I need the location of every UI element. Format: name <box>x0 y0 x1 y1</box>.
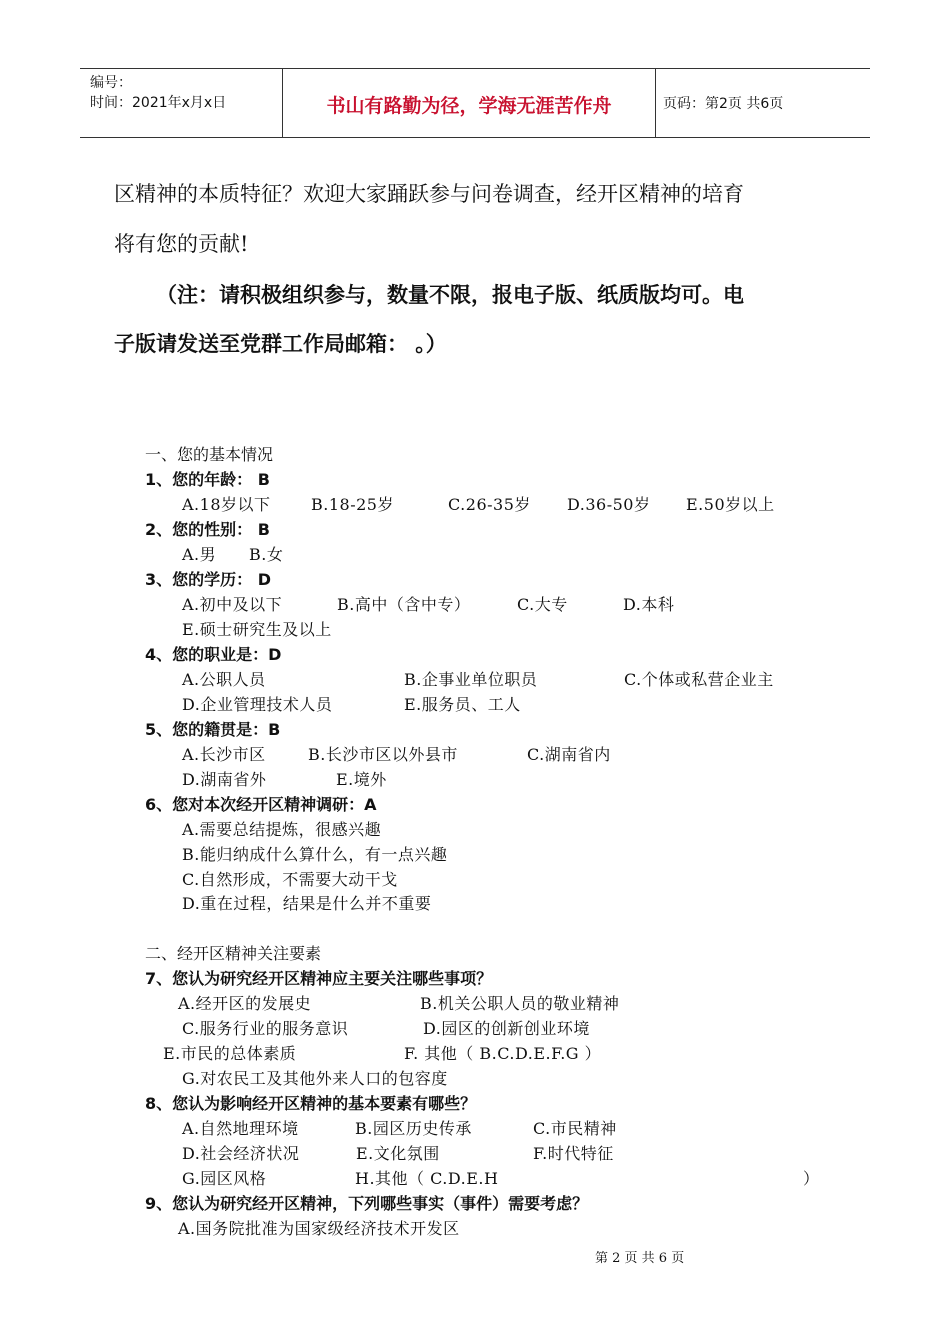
option-3c: C.大专 <box>517 595 568 614</box>
option-4c: C.个体或私营企业主 <box>624 670 774 689</box>
option-1a: A.18岁以下 <box>182 495 271 514</box>
option-3a: A.初中及以下 <box>182 595 283 614</box>
option-8d: D.社会经济状况 <box>182 1144 300 1163</box>
option-4a: A.公职人员 <box>182 670 266 689</box>
question-1: 1、您的年龄： B <box>145 470 270 489</box>
option-9a: A.国务院批准为国家级经济技术开发区 <box>178 1219 460 1238</box>
number-label: 编号： <box>90 75 132 91</box>
page-header <box>80 68 870 138</box>
option-8a: A.自然地理环境 <box>182 1119 299 1138</box>
time-label: 时间：2021年x月x日 <box>90 95 227 111</box>
section-title-2: 二、经开区精神关注要素 <box>145 944 322 963</box>
intro-note-1: （注：请积极组织参与，数量不限，报电子版、纸质版均可。电 <box>156 283 744 307</box>
option-8e: E.文化氛围 <box>356 1144 440 1163</box>
option-7g: G.对农民工及其他外来人口的包容度 <box>182 1069 448 1088</box>
question-4: 4、您的职业是：D <box>145 645 282 664</box>
option-3e: E.硕士研究生及以上 <box>182 620 332 639</box>
option-8f: F.时代特征 <box>533 1144 614 1163</box>
option-6c: C.自然形成，不需要大动干戈 <box>182 870 398 889</box>
option-5c: C.湖南省内 <box>527 745 611 764</box>
intro-line-1: 区精神的本质特征？欢迎大家踊跃参与问卷调查，经开区精神的培育 <box>114 182 744 206</box>
option-6b: B.能归纳成什么算什么，有一点兴趣 <box>182 845 448 864</box>
option-1e: E.50岁以上 <box>686 495 775 514</box>
option-2b: B.女 <box>249 545 284 564</box>
header-divider <box>655 69 656 137</box>
option-6a: A.需要总结提炼，很感兴趣 <box>182 820 382 839</box>
option-4b: B.企事业单位职员 <box>404 670 538 689</box>
question-5: 5、您的籍贯是：B <box>145 720 281 739</box>
option-8h-close: ） <box>803 1169 820 1188</box>
intro-note-2: 子版请发送至党群工作局邮箱： 。） <box>114 332 447 356</box>
option-7f: F. 其他（ B.C.D.E.F.G ） <box>404 1044 602 1063</box>
option-2a: A.男 <box>182 545 217 564</box>
option-1d: D.36-50岁 <box>567 495 651 514</box>
option-3b: B.高中（含中专） <box>337 595 471 614</box>
option-8g: G.园区风格 <box>182 1169 267 1188</box>
option-7d: D.园区的创新创业环境 <box>423 1019 590 1038</box>
option-5a: A.长沙市区 <box>182 745 266 764</box>
option-7a: A.经开区的发展史 <box>178 994 312 1013</box>
question-3: 3、您的学历： D <box>145 570 271 589</box>
header-motto: 书山有路勤为径，学海无涯苦作舟 <box>326 95 612 117</box>
header-meta <box>90 73 226 113</box>
intro-line-2: 将有您的贡献! <box>114 232 249 256</box>
option-7b: B.机关公职人员的敬业精神 <box>420 994 620 1013</box>
option-4d: D.企业管理技术人员 <box>182 695 333 714</box>
option-1c: C.26-35岁 <box>448 495 531 514</box>
question-2: 2、您的性别： B <box>145 520 270 539</box>
question-7: 7、您认为研究经开区精神应主要关注哪些事项？ <box>145 969 493 988</box>
option-8c: C.市民精神 <box>533 1119 617 1138</box>
page-footer: 第 2 页 共 6 页 <box>595 1251 685 1266</box>
option-1b: B.18-25岁 <box>311 495 394 514</box>
option-3d: D.本科 <box>623 595 675 614</box>
option-4e: E.服务员、工人 <box>404 695 521 714</box>
option-5b: B.长沙市区以外县市 <box>308 745 458 764</box>
option-7c: C.服务行业的服务意识 <box>182 1019 349 1038</box>
option-6d: D.重在过程，结果是什么并不重要 <box>182 894 432 913</box>
header-page-code: 页码：第2页 共6页 <box>663 96 784 112</box>
question-6: 6、您对本次经开区精神调研：A <box>145 795 377 814</box>
option-8h: H.其他（ C.D.E.H <box>355 1169 499 1188</box>
section-title-1: 一、您的基本情况 <box>145 445 274 464</box>
option-5d: D.湖南省外 <box>182 770 267 789</box>
question-9: 9、您认为研究经开区精神，下列哪些事实（事件）需要考虑？ <box>145 1194 589 1213</box>
option-7e: E.市民的总体素质 <box>163 1044 297 1063</box>
question-8: 8、您认为影响经开区精神的基本要素有哪些？ <box>145 1094 477 1113</box>
option-5e: E.境外 <box>336 770 387 789</box>
option-8b: B.园区历史传承 <box>355 1119 472 1138</box>
